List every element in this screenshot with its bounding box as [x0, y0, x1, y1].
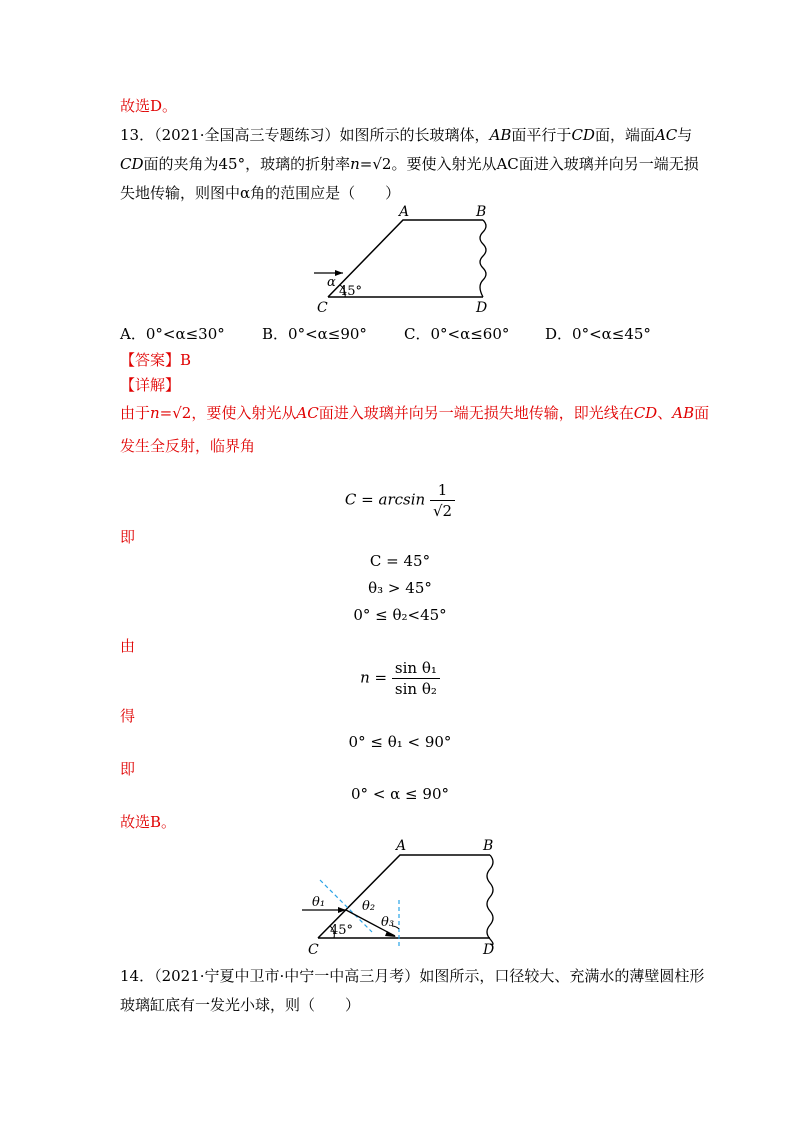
q13-source: （2021·全国高三专题练习） — [154, 126, 340, 144]
label-alpha: α — [327, 275, 336, 290]
option-d[interactable]: D．0°<α≤45° — [545, 325, 651, 343]
eq-refraction: n = $\frac{\text{sin θ₁}}{\text{sin θ₂}}$ — [0, 658, 800, 699]
q13-line-3: 失地传输，则图中α角的范围应是（ ） — [120, 184, 401, 202]
you: 由 — [120, 637, 136, 655]
fig2-label-b: B — [483, 838, 494, 854]
label-45: 45° — [339, 284, 363, 299]
fig2-label-a: A — [396, 838, 407, 854]
detail-line-2: 发生全反射，临界角 — [120, 437, 256, 455]
q14-source: （2021·宁夏中卫市·中宁一中高三月考） — [154, 967, 420, 985]
answer-value: B — [180, 351, 192, 369]
label-c: C — [317, 300, 328, 316]
detail-tag: 【详解】 — [120, 376, 181, 394]
q14-line-1: 14．（2021·宁夏中卫市·中宁一中高三月考）如图所示，口径较大、充满水的薄壁圆柱形 — [120, 967, 705, 985]
label-b: B — [476, 204, 487, 220]
eq-3: 0° ≤ θ₂<45° — [353, 606, 447, 624]
option-a[interactable]: A．0°<α≤30° — [120, 325, 225, 343]
option-c[interactable]: C．0°<α≤60° — [404, 325, 510, 343]
de: 得 — [120, 707, 136, 725]
q13-line-2: CD面的夹角为45°，玻璃的折射率n=√2。要使入射光从AC面进入玻璃并向另一端无损 — [120, 155, 699, 173]
eq-2: θ₃ > 45° — [368, 579, 432, 597]
label-d: D — [476, 300, 488, 316]
eq-5: 0° < α ≤ 90° — [351, 785, 449, 803]
fig2-label-c: C — [308, 942, 319, 958]
option-b[interactable]: B．0°<α≤90° — [262, 325, 367, 343]
prev-conclusion: 故选D。 — [120, 97, 178, 115]
ji-1: 即 — [120, 528, 136, 546]
q13-line-1: 13．（2021·全国高三专题练习）如图所示的长玻璃体，AB面平行于CD面，端面AC与 — [120, 126, 693, 144]
q14-line-2: 玻璃缸底有一发光小球，则（ ） — [120, 996, 361, 1014]
answer-tag: 【答案】 — [120, 351, 181, 369]
fig2-label-45: 45° — [330, 923, 354, 938]
answer-line — [120, 350, 191, 370]
eq-critical-angle: C = arcsin $\frac{1}{√2}$ — [0, 480, 800, 521]
eq-4: 0° ≤ θ₁ < 90° — [348, 733, 452, 751]
q13-number: 13． — [120, 126, 155, 144]
detail-figure — [290, 830, 520, 960]
label-theta2: θ₂ — [362, 899, 376, 914]
label-theta3: θ₃ — [381, 915, 395, 930]
label-a: A — [399, 204, 410, 220]
label-theta1: θ₁ — [312, 895, 326, 910]
ji-2: 即 — [120, 760, 136, 778]
detail-line-1: 由于n=√2，要使入射光从AC面进入玻璃并向另一端无损失地传输，即光线在CD、AB面 — [120, 404, 710, 422]
q13-figure — [300, 200, 520, 320]
detail-conclusion: 故选B。 — [120, 813, 177, 831]
q14-number: 14． — [120, 967, 155, 985]
eq-1: C = 45° — [369, 552, 431, 570]
fig2-label-d: D — [483, 942, 495, 958]
